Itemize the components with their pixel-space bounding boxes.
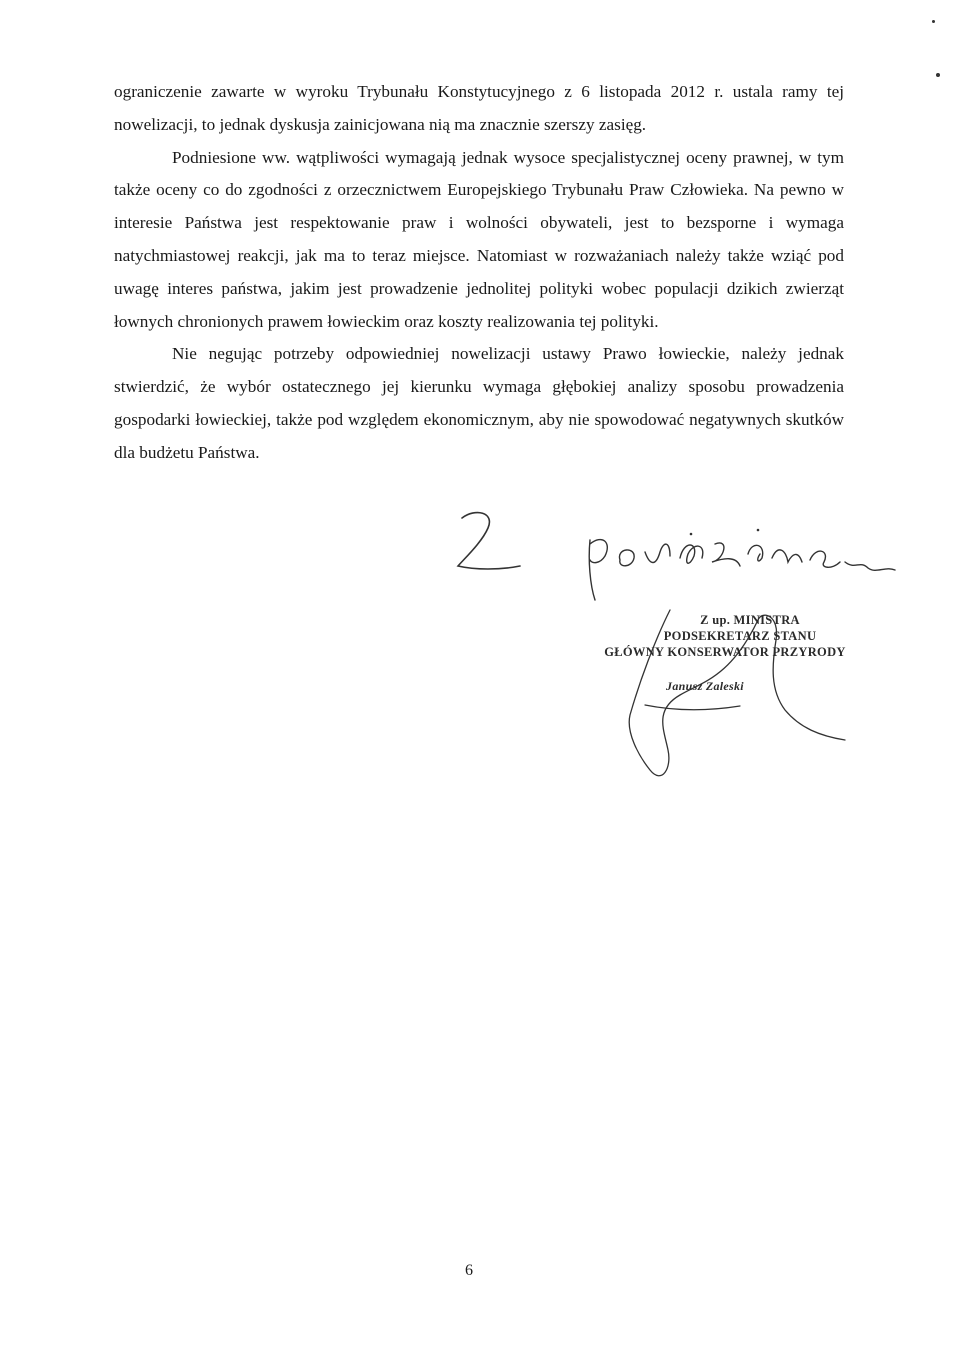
official-stamp [570,612,870,694]
paragraph-2: Podniesione ww. wątpliwości wymagają jednak wysoce specjalistycznej oceny prawnej, w tym także oceny co do zgodności z orzecznictwem Europejskiego Trybunału Praw Człowieka. Na pewno w interesie Państwa jest respektowanie praw i wolności obywateli, jest to bezsporne i wymaga natychmiastowej reakcji, jak ma to teraz miejsce. Natomiast w rozważaniach należy także wziąć pod uwagę interes państwa, jakim jest prowadzenie jednolitej polityki wobec populacji dzikich zwierząt łownych chronionych prawem łowieckim oraz koszty realizowania tej polityki. [114,147,844,331]
scan-artifact-dot [936,73,940,77]
page-number: 6 [465,1262,473,1279]
stamp-line-position: PODSEKRETARZ STANU [663,629,817,643]
stamp-line-authority: Z up. MINISTRA [700,613,800,627]
stamp-line-title: GŁÓWNY KONSERWATOR PRZYRODY [604,645,846,659]
scan-artifact-dot [932,20,935,23]
paragraph-3: Nie negując potrzeby odpowiedniej nowelizacji ustawy Prawo łowieckie, należy jednak stwierdzić, że wybór ostatecznego jej kierunku wymaga głębokiej analizy sposobu prowadzenia gospodarki łowieckiej, także pod względem ekonomicznym, aby nie spowodować negatywnych skutków dla budżetu Państwa. [114,344,844,462]
document-body [114,76,844,470]
paragraph-1: ograniczenie zawarte w wyroku Trybunału Konstytucyjnego z 6 listopada 2012 r. ustala ramy tej nowelizacji, to jednak dyskusja zainicjowana nią ma znacznie szerszy zasięg. [114,82,844,134]
signature-block [440,500,910,790]
stamp-line-name: Janusz Zaleski [666,679,744,693]
